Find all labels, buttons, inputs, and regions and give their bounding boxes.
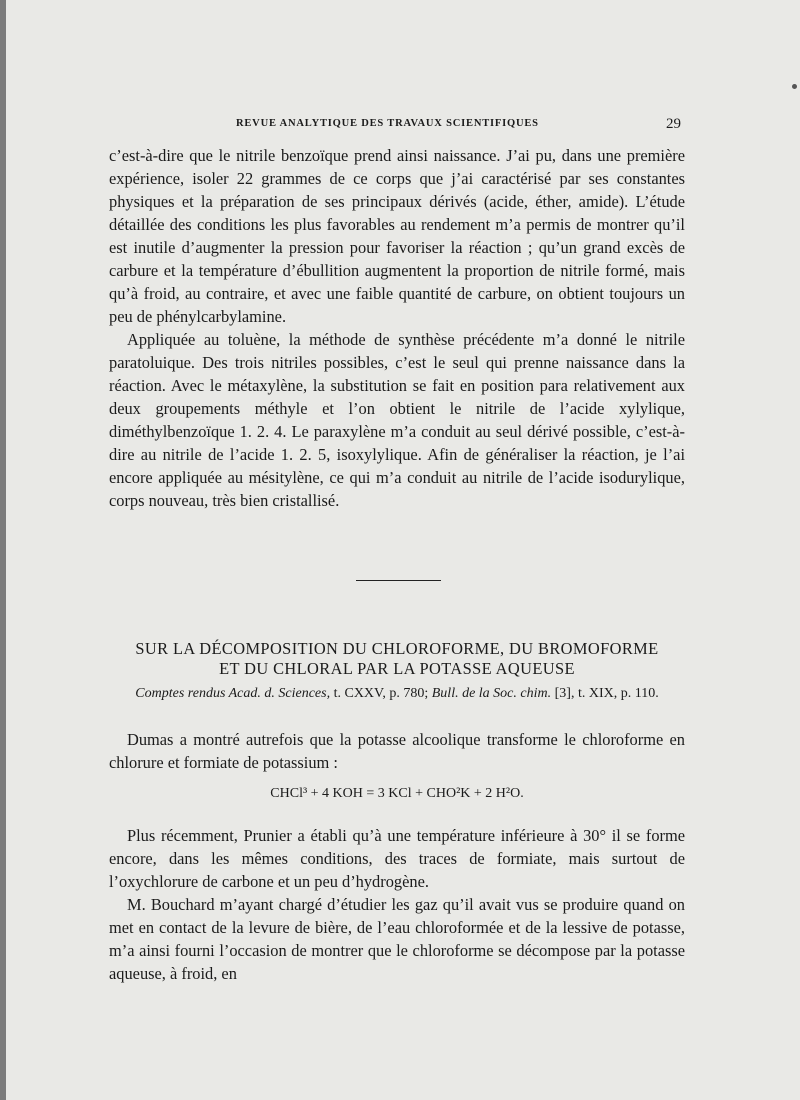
- paragraph: Dumas a montré autrefois que la potasse alcoolique transforme le chloroforme en chlorure et formiate de potassium :: [109, 730, 685, 772]
- section-title: [109, 639, 685, 679]
- paragraph: M. Bouchard m’ayant chargé d’étudier les gaz qu’il avait vus se produire quand on met en contact de la levure de bière, de l’eau chloroformée et de la lessive de potasse, m’a ainsi fourni l’occasion de montrer que le chloroforme se décompose par la potasse aqueuse, à froid, en: [109, 895, 685, 983]
- paragraph: c’est-à-dire que le nitrile benzoïque prend ainsi naissance. J’ai pu, dans une première expérience, isoler 22 grammes de ce corps que j’ai caractérisé par ses constantes physiques et la préparation de ses principaux dérivés (acide, éther, amide). L’étude détaillée des conditions les plus favorables au rendement m’a permis de montrer qu’il est inutile d’augmenter la pression pour favoriser la réaction ; qu’un grand excès de carbure et la température d’ébullition augmentent la proportion de nitrile formé, mais qu’à froid, au contraire, et avec une faible quantité de carbure, on obtient toujours un peu de phénylcarbylamine.: [109, 146, 685, 326]
- citation-journal: Comptes rendus Acad. d. Sciences,: [135, 686, 331, 701]
- citation-journal: Bull. de la Soc. chim.: [431, 686, 552, 701]
- body-text-bottom: [109, 824, 685, 985]
- chemical-equation: CHCl³ + 4 KOH = 3 KCl + CHO²K + 2 H²O.: [270, 786, 524, 801]
- page-number: 29: [666, 116, 681, 132]
- section-divider: [356, 580, 441, 581]
- paragraph: Plus récemment, Prunier a établi qu’à une température inférieure à 30° il se forme encore, dans les mêmes conditions, des traces de formiate, mais surtout de l’oxychlorure de carbone et un peu d’hydrogène.: [109, 826, 685, 891]
- paragraph: Appliquée au toluène, la méthode de synthèse précédente m’a donné le nitrile paratoluique. Des trois nitriles possibles, c’est le seul qui prenne naissance dans la réaction. Avec le métaxylène, la substitution se fait en position para relativement aux deux groupements méthyle et l’on obtient le nitrile de l’acide xylylique, diméthylbenzoïque 1. 2. 4. Le paraxylène m’a conduit au seul dérivé possible, c’est-à-dire au nitrile de l’acide 1. 2. 5, isoxylylique. Afin de généraliser la réaction, je l’ai encore appliquée au mésitylène, ce qui m’a conduit au nitrile de l’acide isodurylique, corps nouveau, très bien cristallisé.: [109, 330, 685, 510]
- section-title-line: SUR LA DÉCOMPOSITION DU CHLOROFORME, DU BROMOFORME: [135, 639, 659, 658]
- body-text-intro: [109, 728, 685, 774]
- citation: [109, 686, 685, 702]
- body-text-top: [109, 144, 685, 512]
- ink-spot: [792, 84, 797, 89]
- section-title-line: ET DU CHLORAL PAR LA POTASSE AQUEUSE: [219, 659, 575, 678]
- running-header: REVUE ANALYTIQUE DES TRAVAUX SCIENTIFIQUES: [236, 118, 539, 129]
- citation-ref: t. CXXV, p. 780;: [330, 686, 432, 701]
- citation-ref: [3], t. XIX, p. 110.: [551, 686, 659, 701]
- document-page: [6, 0, 800, 1100]
